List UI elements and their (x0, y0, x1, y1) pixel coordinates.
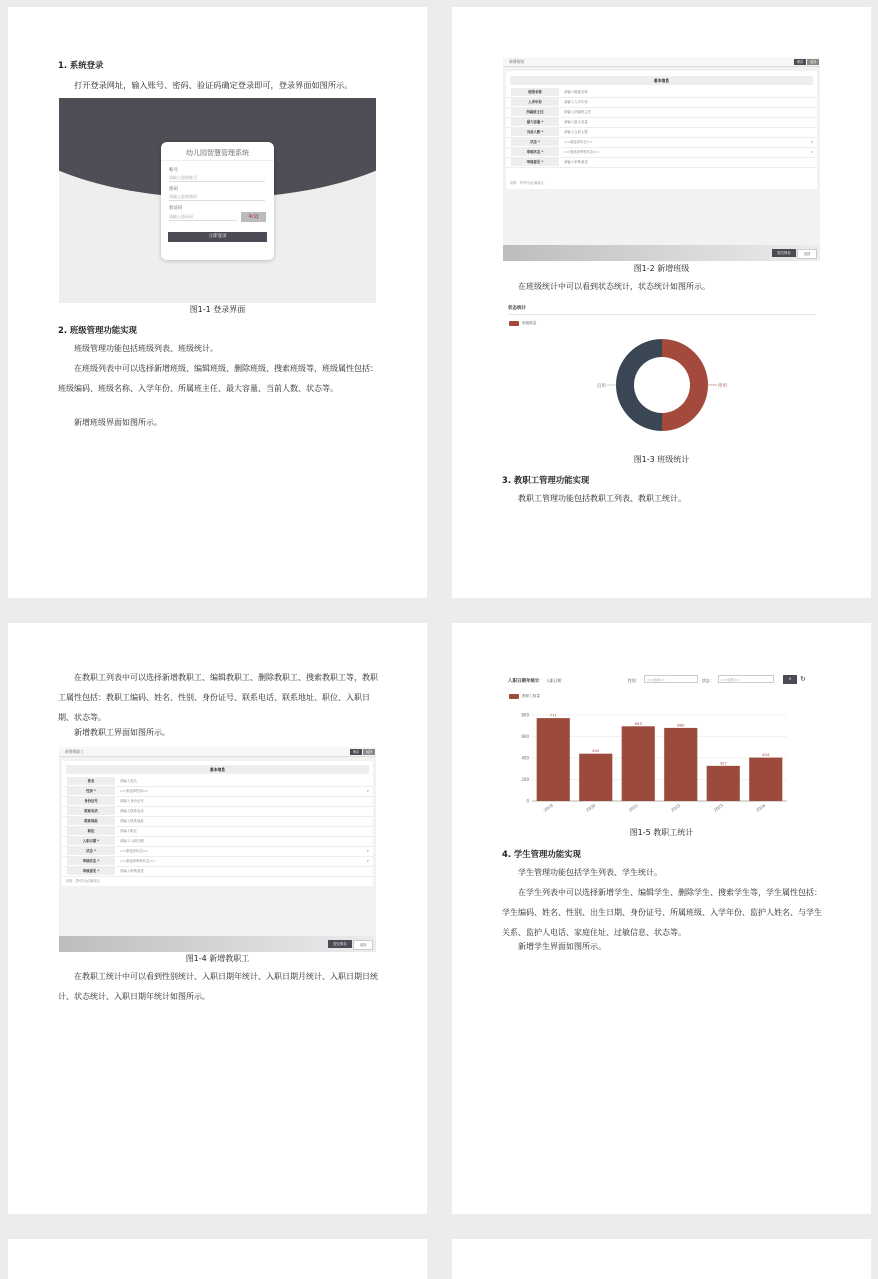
section-3-title: 3. 教职工管理功能实现 (502, 475, 590, 485)
form-panel (62, 761, 373, 886)
bar-value-label: 771 (549, 712, 557, 718)
login-button[interactable]: 立即登录 (168, 232, 267, 242)
figure-1-1-caption: 图1-1 登录界面 (189, 305, 246, 314)
login-box (161, 142, 274, 260)
y-tick-label: 600 (521, 734, 529, 739)
document-page-3 (8, 623, 427, 1214)
x-tick-label: 2019 (542, 802, 554, 813)
form-row (506, 148, 817, 158)
form-row-label: 性别 * (67, 787, 115, 795)
section-3-para-1: 教职工管理功能包括教职工列表、教职工统计。 (518, 494, 686, 503)
breadcrumb: 新增班级 (509, 59, 525, 64)
section-1-text: 打开登录网址，输入账号、密码、验证码确定登录即可，登录界面如图所示。 (74, 80, 353, 90)
bar-chart-title: 入职日期年统计 (508, 679, 540, 684)
donut-label-disabled: 停用 (718, 384, 727, 389)
form-row (62, 847, 373, 857)
form-row-label: 入学年份 (511, 98, 559, 106)
add-class-screenshot (503, 57, 820, 261)
form-row-input[interactable]: 请输入联系地址 (120, 819, 144, 823)
form-section-header: 基本信息 (510, 76, 813, 85)
form-row-select[interactable]: ==请选择状态== (120, 849, 149, 853)
form-row (506, 138, 817, 148)
form-row-input[interactable]: 请输入职位 (120, 829, 137, 833)
date-filter-label: 入职日期： (546, 678, 565, 683)
form-row (506, 108, 817, 118)
bar-value-label: 404 (762, 752, 770, 758)
form-panel (506, 71, 817, 189)
chevron-down-icon[interactable]: ∨ (366, 789, 369, 793)
section-2-para-3: 新增班级界面如图所示。 (74, 418, 162, 427)
figure-1-5-caption: 图1-5 教职工统计 (629, 828, 694, 837)
breadcrumb: 新增教职工 (65, 749, 84, 754)
form-row-label: 班级名称 (511, 88, 559, 96)
form-section-header: 基本信息 (66, 765, 369, 774)
form-row (62, 857, 373, 867)
x-tick-label: 2022 (670, 802, 682, 813)
form-row (62, 867, 373, 877)
form-top-bar (59, 747, 376, 757)
password-label: 密码 (169, 187, 178, 192)
form-row (506, 158, 817, 168)
back-top-button[interactable]: 返回 (807, 59, 819, 65)
donut-label-enabled: 启用 (597, 384, 606, 389)
document-page-2 (452, 7, 871, 598)
donut-slice-启用[interactable] (616, 339, 662, 431)
form-row (506, 88, 817, 98)
form-row-input[interactable]: 请输入班级名称 (564, 90, 588, 94)
form-row (506, 118, 817, 128)
captcha-image[interactable]: 4r2J (241, 212, 266, 222)
form-row-input[interactable]: 请输入所属班主任 (564, 110, 592, 114)
form-row-label: 最大容量 * (511, 118, 559, 126)
chevron-down-icon[interactable]: ∨ (810, 140, 813, 144)
stat-intro-text: 在班级统计中可以看到状态统计，状态统计如图所示。 (518, 282, 710, 291)
form-row (62, 807, 373, 817)
form-row-select[interactable]: ==请选择状态== (564, 140, 593, 144)
section-4-para-1: 学生管理功能包括学生列表、学生统计。 (518, 868, 662, 877)
form-footer (503, 245, 820, 261)
section-4-title: 4. 学生管理功能实现 (502, 849, 581, 859)
bar-legend-swatch[interactable] (509, 694, 519, 699)
bar-value-label: 680 (677, 722, 685, 728)
y-tick-label: 400 (521, 755, 529, 761)
donut-slice-停用[interactable] (662, 339, 708, 431)
bar-value-label: 440 (592, 748, 600, 754)
form-row-input[interactable]: 请输入最大容量 (564, 120, 588, 124)
form-row-label: 审核状态 * (67, 857, 115, 865)
form-note: 说明：带*的为必填项目。 (66, 879, 103, 883)
bar-2022[interactable] (664, 728, 697, 801)
document-page-5 (8, 1239, 427, 1279)
captcha-input[interactable]: 请输入验证码 (169, 214, 237, 221)
form-row-label: 职位 (67, 827, 115, 835)
account-label: 账号 (169, 168, 178, 173)
form-row-label: 审核意见 * (67, 867, 115, 875)
y-tick-label: 0 (526, 798, 529, 804)
donut-chart-title: 状态统计 (508, 306, 526, 311)
save-top-button[interactable]: 保存 (794, 59, 806, 65)
bar-2019[interactable] (537, 718, 570, 801)
section-4-para-2: 在学生列表中可以选择新增学生、编辑学生、删除学生、搜索学生等，学生属性包括：学生编码、姓名、性别、出生日期、身份证号、所属班级、入学年份、监护人姓名、与学生关系、监护人电话、家庭住址、过敏信息、状态等。 (502, 888, 822, 937)
submit-button[interactable]: 提交保存 (772, 249, 796, 257)
form-row (62, 817, 373, 827)
document-page-6 (452, 1239, 871, 1279)
form-row-label: 当前人数 * (511, 128, 559, 136)
bar-legend-label: 教职工数量 (522, 694, 540, 698)
form-row-label: 身份证号 (67, 797, 115, 805)
form-row-label: 审核状态 * (511, 148, 559, 156)
form-row-label: 所属班主任 (511, 108, 559, 116)
donut-legend-swatch[interactable] (509, 321, 519, 326)
x-tick-label: 2021 (627, 802, 639, 813)
document-page-1 (8, 7, 427, 598)
form-footer (59, 936, 376, 952)
bar-2023[interactable] (707, 766, 740, 801)
captcha-label: 验证码 (169, 206, 183, 211)
status-filter-label: 状态： (702, 678, 714, 683)
form-row (506, 128, 817, 138)
form-row-input[interactable]: 请输入姓名 (120, 779, 137, 783)
form-row (62, 777, 373, 787)
staff-para-2: 新增教职工界面如图所示。 (74, 728, 170, 737)
password-input[interactable]: 请输入您的密码 (169, 194, 265, 201)
form-row (62, 797, 373, 807)
section-2-title: 2. 班级管理功能实现 (58, 325, 137, 335)
figure-1-4-caption: 图1-4 新增教职工 (185, 954, 250, 963)
search-icon[interactable]: ⌕ (783, 675, 797, 684)
refresh-icon[interactable]: ↻ (800, 675, 806, 683)
save-top-button[interactable]: 保存 (350, 749, 362, 755)
gender-filter-label: 性别： (628, 678, 640, 683)
bar-value-label: 695 (634, 720, 642, 726)
bar-2024[interactable] (749, 758, 782, 801)
document-page-4 (452, 623, 871, 1214)
submit-button[interactable]: 提交保存 (328, 940, 352, 948)
form-top-bar (503, 57, 820, 67)
x-tick-label: 2023 (712, 802, 724, 813)
form-row (62, 787, 373, 797)
y-tick-label: 800 (521, 712, 529, 718)
form-row-input[interactable]: 请输入身份证号 (120, 799, 144, 803)
form-row-input[interactable]: 请输入入职日期 (120, 839, 144, 843)
form-row (506, 98, 817, 108)
form-row-select[interactable]: ==请选择审核状态== (120, 859, 156, 863)
form-row-label: 姓名 (67, 777, 115, 785)
staff-para-3: 在教职工统计中可以看到性别统计、入职日期年统计、入职日期月统计、入职日期日统计、状态统计、入职日期年统计如图所示。 (58, 972, 378, 1001)
figure-1-3-caption: 图1-3 班级统计 (633, 455, 690, 464)
form-row-label: 状态 * (67, 847, 115, 855)
bar-2021[interactable] (622, 726, 655, 801)
form-row-label: 联系电话 (67, 807, 115, 815)
x-tick-label: 2020 (585, 802, 597, 813)
chevron-down-icon[interactable]: ∨ (366, 859, 369, 863)
form-row (62, 827, 373, 837)
form-row-input[interactable]: 请输入当前人数 (564, 130, 588, 134)
form-row-input[interactable]: 请输入联系电话 (120, 809, 144, 813)
form-row-select[interactable]: ==请选择性别== (120, 789, 149, 793)
add-staff-screenshot (59, 747, 376, 952)
form-row-label: 审核意见 * (511, 158, 559, 166)
bar-chart (508, 707, 798, 817)
form-row-label: 状态 * (511, 138, 559, 146)
form-row-select[interactable]: ==请选择审核状态== (564, 150, 600, 154)
x-tick-label: 2024 (755, 802, 767, 813)
y-tick-label: 200 (521, 777, 529, 782)
form-row-input[interactable]: 请输入审核意见 (564, 160, 588, 164)
form-row-label: 联系地址 (67, 817, 115, 825)
back-top-button[interactable]: 返回 (363, 749, 375, 755)
account-input[interactable]: 请输入您的账号 (169, 175, 265, 182)
bar-value-label: 327 (719, 760, 727, 766)
section-2-para-2: 在班级列表中可以选择新增班级、编辑班级、删除班级、搜索班级等，班级属性包括：班级编码、班级名称、入学年份、所属班主任、最大容量、当前人数、状态等。 (58, 364, 378, 393)
login-screenshot (59, 98, 376, 303)
form-row (62, 837, 373, 847)
form-row-label: 入职日期 * (67, 837, 115, 845)
back-button[interactable]: 返回 (353, 940, 373, 950)
donut-chart (592, 332, 732, 442)
donut-legend-label: 班级数量 (522, 321, 537, 325)
staff-para-1: 在教职工列表中可以选择新增教职工、编辑教职工、删除教职工、搜索教职工等，教职工属性包括：教职工编码、姓名、性别、身份证号、联系电话、联系地址、职位、入职日期、状态等。 (58, 673, 378, 722)
section-1-title: 1. 系统登录 (58, 60, 104, 70)
chevron-down-icon[interactable]: ∨ (810, 150, 813, 154)
status-select[interactable]: ==全部== (718, 675, 774, 683)
form-row-input[interactable]: 请输入审核意见 (120, 869, 144, 873)
chevron-down-icon[interactable]: ∨ (366, 849, 369, 853)
form-note: 说明：带*的为必填项目。 (510, 181, 547, 185)
section-2-para-1: 班级管理功能包括班级列表、班级统计。 (74, 344, 218, 353)
figure-1-2-caption: 图1-2 新增班级 (633, 264, 690, 273)
login-title: 幼儿园智慧管理系统 (186, 149, 249, 157)
section-4-para-3: 新增学生界面如图所示。 (518, 942, 606, 951)
bar-2020[interactable] (579, 754, 612, 801)
gender-select[interactable]: ==全部== (644, 675, 698, 683)
form-row-input[interactable]: 请输入入学年份 (564, 100, 588, 104)
back-button[interactable]: 返回 (797, 249, 817, 259)
